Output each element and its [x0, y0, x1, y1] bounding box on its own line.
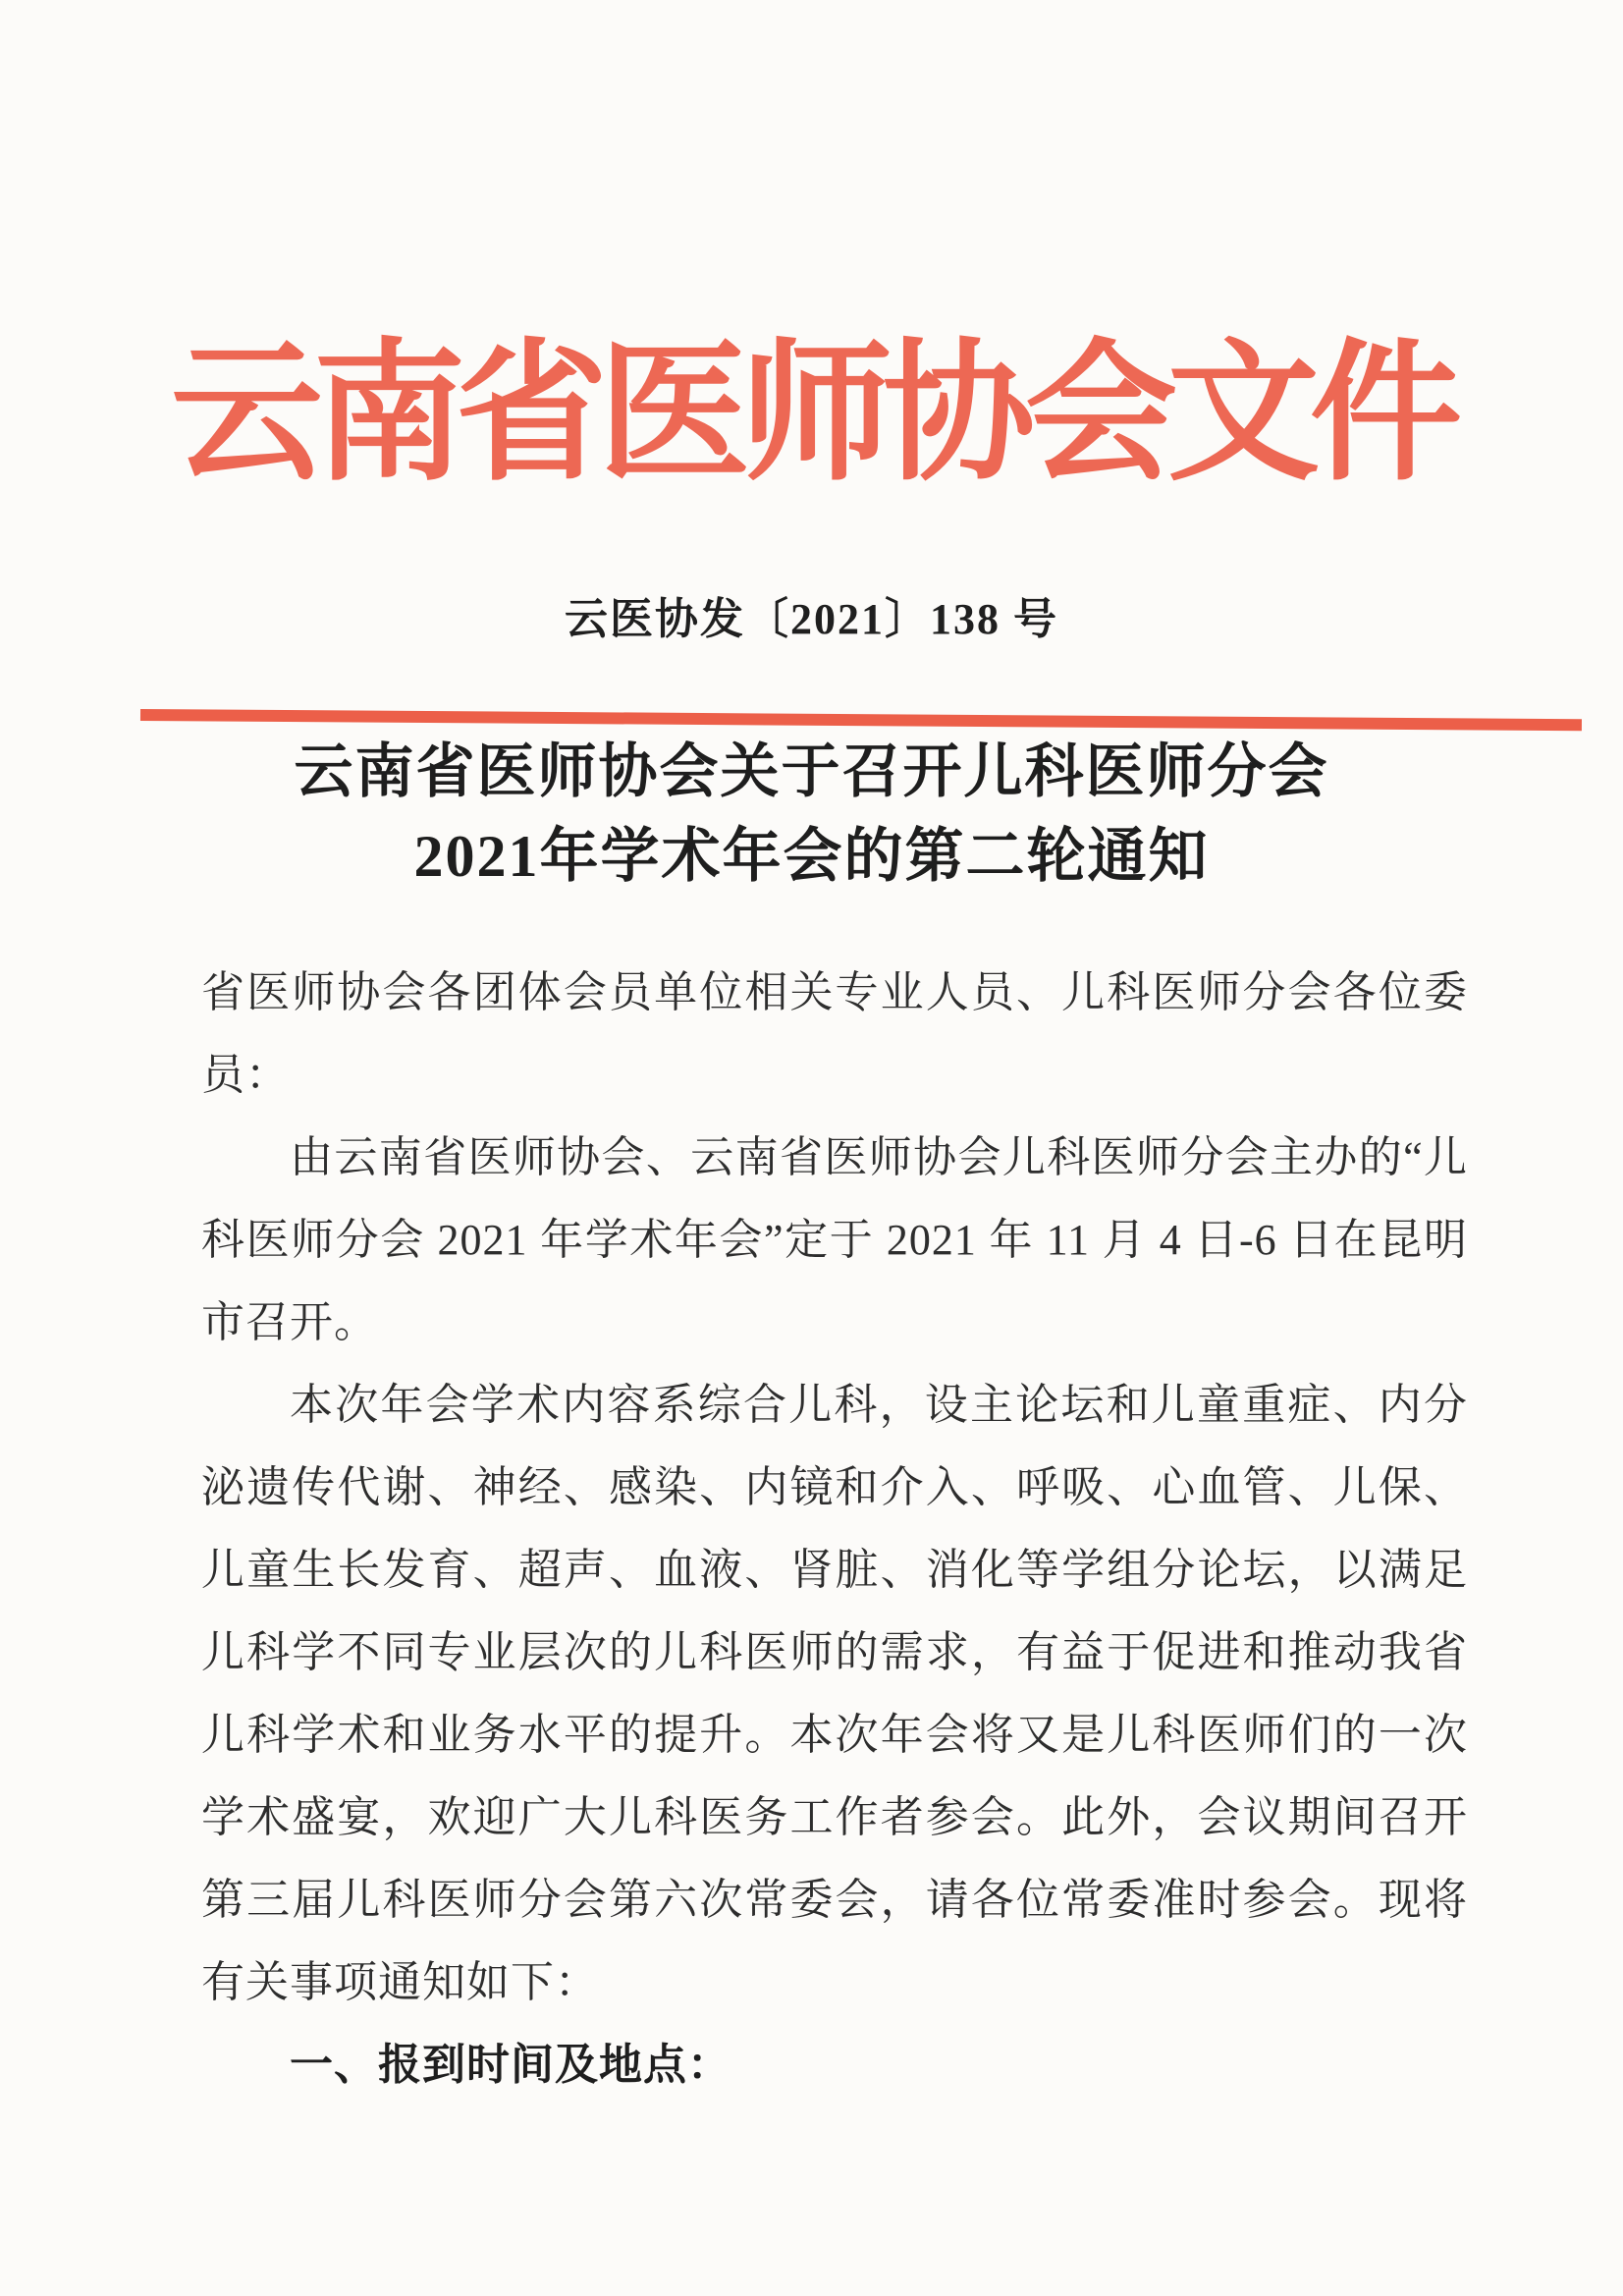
document-title-line2: 2021年学术年会的第二轮通知	[413, 824, 1210, 889]
document-body	[201, 952, 1468, 2106]
paragraph-line: 科医师分会 2021 年学术年会”定于 2021 年 11 月 4 日-6 日在昆明	[201, 1216, 1468, 1264]
paragraph-line: 第三届儿科医师分会第六次常委会，请各位常委准时参会。现将	[201, 1876, 1468, 1924]
paragraph-line: 由云南省医师协会、云南省医师协会儿科医师分会主办的“儿	[290, 1133, 1468, 1181]
salutation-line: 省医师协会各团体会员单位相关专业人员、儿科医师分会各位委	[201, 968, 1468, 1016]
paragraph-line: 儿科学不同专业层次的儿科医师的需求，有益于促进和推动我省	[201, 1628, 1468, 1676]
letterhead-red-divider	[140, 709, 1582, 731]
paragraph-line: 本次年会学术内容系综合儿科，设主论坛和儿童重症、内分	[290, 1381, 1468, 1429]
paragraph-line: 市召开。	[201, 1298, 378, 1346]
paragraph-line: 有关事项通知如下：	[201, 1958, 599, 2006]
paragraph-line: 学术盛宴，欢迎广大儿科医务工作者参会。此外，会议期间召开	[201, 1793, 1468, 1841]
salutation-line: 员：	[201, 1051, 290, 1099]
document-title	[0, 730, 1623, 899]
document-title-line1: 云南省医师协会关于召开儿科医师分会	[294, 739, 1329, 804]
letterhead-org-title: 云南省医师协会文件	[171, 330, 1452, 499]
section-heading: 一、报到时间及地点：	[290, 2041, 731, 2089]
paragraph-line: 儿科学术和业务水平的提升。本次年会将又是儿科医师们的一次	[201, 1711, 1468, 1759]
paragraph-line: 儿童生长发育、超声、血液、肾脏、消化等学组分论坛，以满足	[201, 1546, 1468, 1594]
document-issue-number: 云医协发〔2021〕138 号	[565, 595, 1058, 643]
paragraph-line: 泌遗传代谢、神经、感染、内镜和介入、呼吸、心血管、儿保、	[201, 1463, 1468, 1511]
